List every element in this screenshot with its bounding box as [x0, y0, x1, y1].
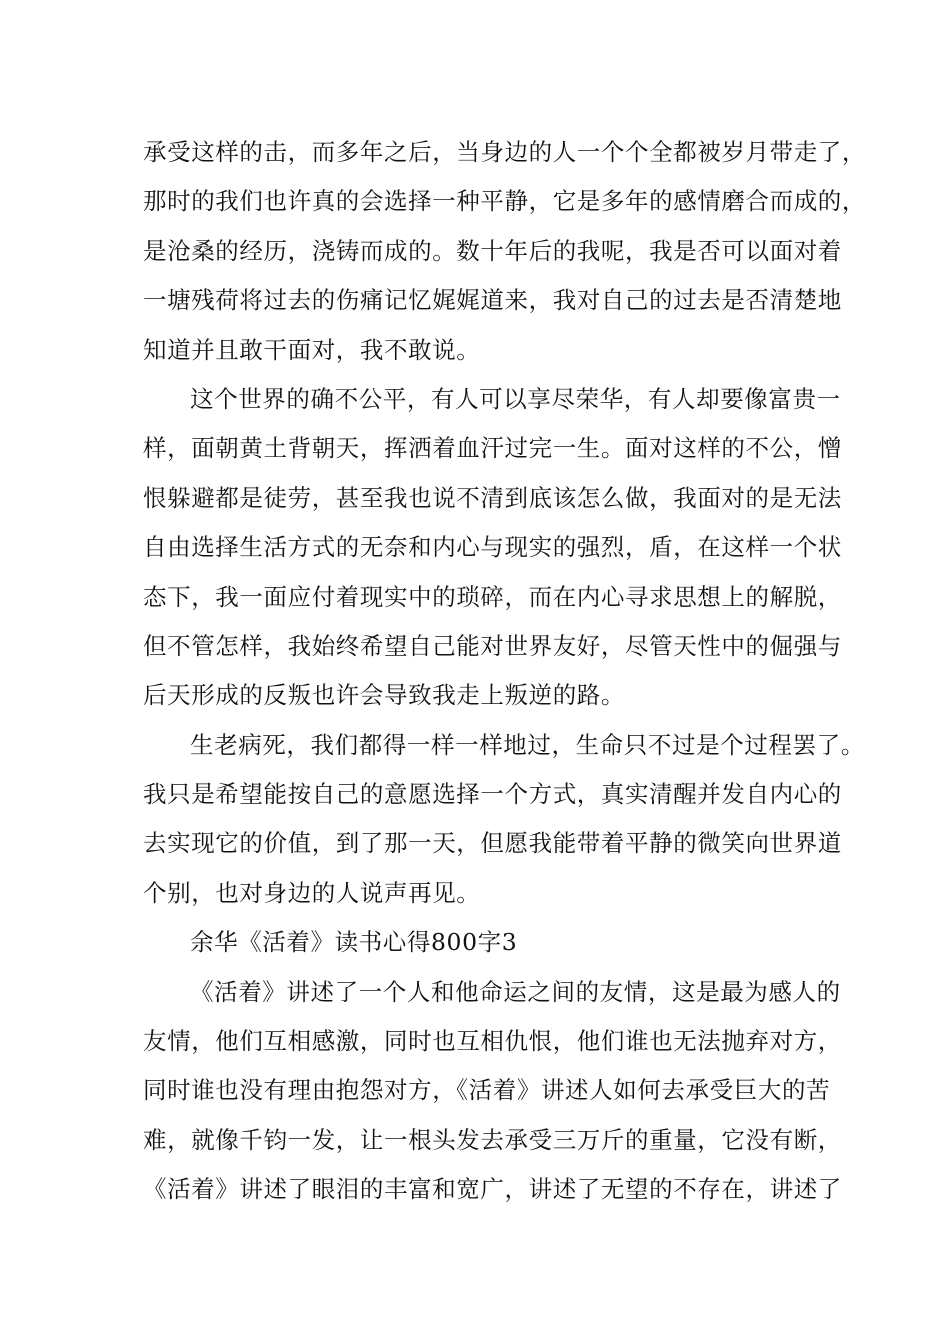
text-line: 难，就像千钧一发，让一根头发去承受三万斤的重量，它没有断，	[143, 1125, 842, 1154]
text-line: 样，面朝黄土背朝天，挥洒着血汗过完一生。面对这样的不公，憎	[143, 434, 842, 463]
text-line: 自由选择生活方式的无奈和内心与现实的强烈，盾，在这样一个状	[143, 533, 842, 562]
paragraph-first-line: 这个世界的确不公平，有人可以享尽荣华，有人却要像富贵一	[190, 384, 841, 413]
text-line: 《活着》讲述了眼泪的丰富和宽广，讲述了无望的不存在，讲述了	[143, 1175, 842, 1204]
paragraph-first-line: 《活着》讲述了一个人和他命运之间的友情，这是最为感人的	[190, 977, 841, 1006]
text-line: 恨躲避都是徒劳，甚至我也说不清到底该怎么做，我面对的是无法	[143, 483, 842, 512]
text-line: 态下，我一面应付着现实中的琐碎，而在内心寻求思想上的解脱，	[143, 582, 842, 611]
text-line: 后天形成的反叛也许会导致我走上叛逆的路。	[143, 681, 625, 710]
text-line: 那时的我们也许真的会选择一种平静，它是多年的感情磨合而成的，	[143, 187, 866, 216]
text-line: 承受这样的击，而多年之后，当身边的人一个个全都被岁月带走了，	[143, 138, 866, 166]
text-line: 同时谁也没有理由抱怨对方，《活着》讲述人如何去承受巨大的苦	[143, 1076, 831, 1105]
text-line: 但不管怎样，我始终希望自己能对世界友好，尽管天性中的倔强与	[143, 631, 842, 660]
text-line: 一塘残荷将过去的伤痛记忆娓娓道来，我对自己的过去是否清楚地	[143, 286, 842, 315]
text-line: 知道并且敢干面对，我不敢说。	[143, 335, 481, 364]
text-line: 是沧桑的经历，浇铸而成的。数十年后的我呢，我是否可以面对着	[143, 236, 842, 265]
body-text	[143, 128, 866, 1215]
text-line: 友情，他们互相感激，同时也互相仇恨，他们谁也无法抛弃对方，	[143, 1027, 842, 1056]
text-line: 我只是希望能按自己的意愿选择一个方式，真实清醒并发自内心的	[143, 780, 842, 809]
section-heading: 余华《活着》读书心得800字3	[190, 928, 518, 957]
text-line: 去实现它的价值，到了那一天，但愿我能带着平静的微笑向世界道	[143, 829, 842, 858]
paragraph-first-line: 生老病死，我们都得一样一样地过，生命只不过是个过程罢了。	[190, 730, 865, 759]
text-line: 个别，也对身边的人说声再见。	[143, 878, 481, 907]
